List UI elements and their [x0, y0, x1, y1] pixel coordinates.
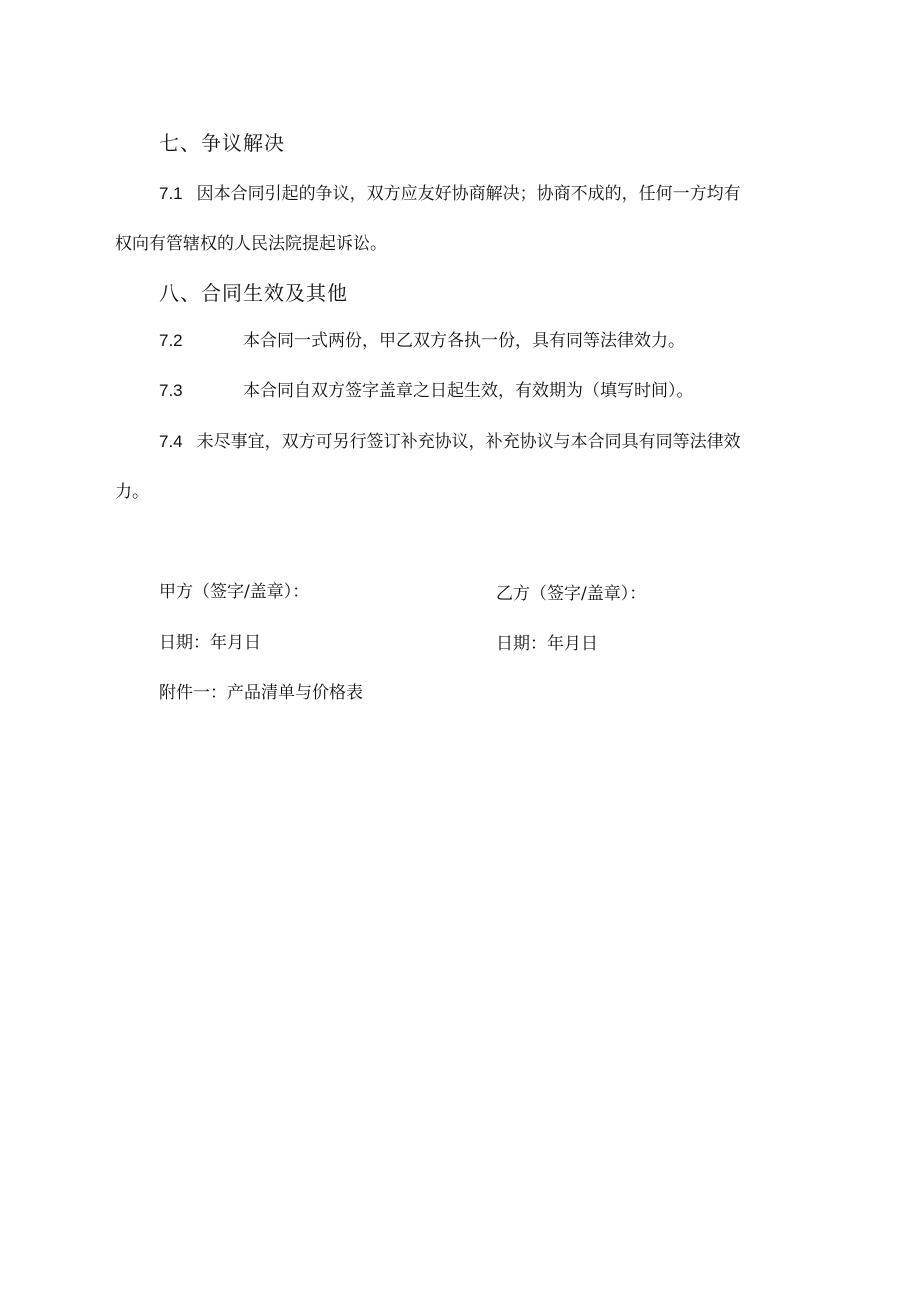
- clause-7-2-number: 7.2: [159, 331, 183, 350]
- clause-7-1-line1: [159, 181, 741, 207]
- clause-7-1-line2: 权向有管辖权的人民法院提起诉讼。: [115, 234, 387, 254]
- party-a-signature-label: 甲方（签字/盖章）：: [159, 582, 310, 602]
- clause-7-2: [159, 328, 685, 354]
- party-a-date: 日期：年月日: [159, 633, 261, 653]
- clause-7-3-number: 7.3: [159, 381, 183, 400]
- clause-7-4-text-line1: 未尽事宜，双方可另行签订补充协议，补充协议与本合同具有同等法律效: [196, 432, 741, 452]
- clause-7-4-line1: [159, 429, 741, 455]
- clause-7-4-number: 7.4: [159, 432, 183, 451]
- clause-7-2-text: 本合同一式两份，甲乙双方各执一份，具有同等法律效力。: [243, 331, 685, 351]
- party-b-date: 日期：年月日: [496, 634, 598, 654]
- attachment-note: 附件一：产品清单与价格表: [159, 683, 363, 703]
- clause-7-3: [159, 378, 694, 404]
- clause-7-3-text: 本合同自双方签字盖章之日起生效，有效期为（填写时间）。: [243, 381, 694, 401]
- clause-7-1-text-line1: 因本合同引起的争议，双方应友好协商解决；协商不成的，任何一方均有: [196, 184, 741, 204]
- party-b-signature-label: 乙方（签字/盖章）：: [496, 584, 647, 604]
- clause-7-1-number: 7.1: [159, 184, 183, 203]
- clause-7-4-line2: 力。: [115, 482, 149, 502]
- section-8-heading: 八、合同生效及其他: [159, 281, 348, 305]
- section-7-heading: 七、争议解决: [159, 131, 285, 155]
